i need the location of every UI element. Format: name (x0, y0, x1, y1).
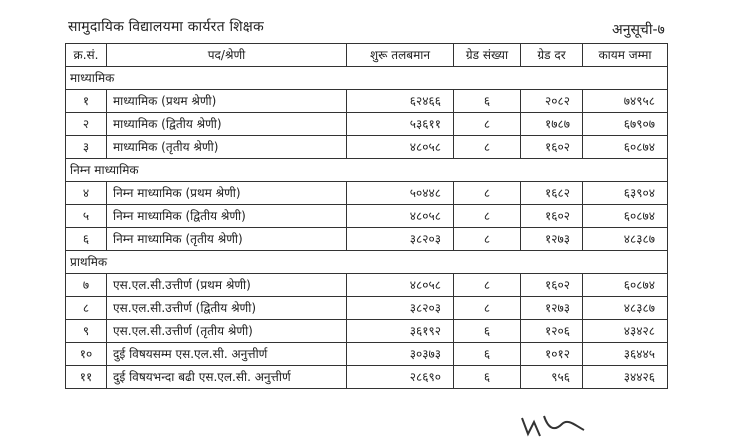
document-title: सामुदायिक विद्यालयमा कार्यरत शिक्षक (68, 19, 264, 35)
cell-grade-rate: २०८२ (521, 90, 583, 113)
table-header-row (66, 44, 668, 67)
cell-post: माध्यामिक (तृतीय श्रेणी) (107, 136, 347, 159)
cell-sn: ६ (66, 228, 107, 251)
cell-grade-count: ८ (454, 297, 521, 320)
table-row (66, 90, 668, 113)
table-row (66, 297, 668, 320)
table-row (66, 274, 668, 297)
cell-total: ६०८७४ (583, 274, 668, 297)
cell-grade-rate: १६८२ (521, 182, 583, 205)
cell-grade-count: ६ (454, 90, 521, 113)
col-header-post: पद/श्रेणी (107, 44, 347, 67)
table-row (66, 205, 668, 228)
cell-grade-count: ८ (454, 205, 521, 228)
col-header-sn: क्र.सं. (66, 44, 107, 67)
cell-post: एस.एल.सी.उत्तीर्ण (तृतीय श्रेणी) (107, 320, 347, 343)
cell-post: दुई विषयसम्म एस.एल.सी. अनुत्तीर्ण (107, 343, 347, 366)
cell-total: ४८३८७ (583, 297, 668, 320)
cell-grade-count: ८ (454, 136, 521, 159)
cell-sn: ९ (66, 320, 107, 343)
schedule-label: अनुसूची-७ (612, 22, 665, 38)
cell-total: ३४४२६ (583, 366, 668, 389)
cell-grade-rate: १०१२ (521, 343, 583, 366)
cell-total: ४३४२८ (583, 320, 668, 343)
cell-grade-rate: १२७३ (521, 228, 583, 251)
cell-total: ६३९०४ (583, 182, 668, 205)
cell-grade-count: ६ (454, 320, 521, 343)
cell-total: ६७९०७ (583, 113, 668, 136)
cell-sn: ४ (66, 182, 107, 205)
cell-start-salary: ६२४६६ (347, 90, 454, 113)
cell-grade-rate: १६०२ (521, 274, 583, 297)
cell-start-salary: ३६१९२ (347, 320, 454, 343)
cell-total: ६०८७४ (583, 136, 668, 159)
table-row (66, 366, 668, 389)
cell-grade-count: ८ (454, 274, 521, 297)
table-row (66, 182, 668, 205)
cell-sn: १० (66, 343, 107, 366)
office-stamp-fragment (361, 0, 433, 17)
section-label: निम्न माध्यामिक (66, 159, 668, 182)
cell-start-salary: ३८२०३ (347, 228, 454, 251)
cell-sn: ३ (66, 136, 107, 159)
cell-sn: २ (66, 113, 107, 136)
table-row (66, 113, 668, 136)
table-row (66, 320, 668, 343)
table-row (66, 136, 668, 159)
cell-sn: ११ (66, 366, 107, 389)
cell-grade-rate: १२०६ (521, 320, 583, 343)
cell-sn: ५ (66, 205, 107, 228)
cell-start-salary: ४८०५८ (347, 205, 454, 228)
cell-grade-count: ६ (454, 343, 521, 366)
cell-post: निम्न माध्यामिक (तृतीय श्रेणी) (107, 228, 347, 251)
col-header-total: कायम जम्मा (583, 44, 668, 67)
cell-sn: ७ (66, 274, 107, 297)
table-row (66, 343, 668, 366)
cell-post: एस.एल.सी.उत्तीर्ण (द्वितीय श्रेणी) (107, 297, 347, 320)
section-label: माध्यामिक (66, 67, 668, 90)
cell-post: माध्यामिक (प्रथम श्रेणी) (107, 90, 347, 113)
cell-grade-rate: १७८७ (521, 113, 583, 136)
salary-table (65, 43, 668, 389)
cell-start-salary: ४८०५८ (347, 136, 454, 159)
section-label: प्राथमिक (66, 251, 668, 274)
cell-post: एस.एल.सी.उत्तीर्ण (प्रथम श्रेणी) (107, 274, 347, 297)
cell-post: निम्न माध्यामिक (द्वितीय श्रेणी) (107, 205, 347, 228)
cell-grade-rate: १६०२ (521, 205, 583, 228)
cell-start-salary: ५०४४८ (347, 182, 454, 205)
cell-start-salary: ४८०५८ (347, 274, 454, 297)
cell-grade-rate: १६०२ (521, 136, 583, 159)
cell-post: माध्यामिक (द्वितीय श्रेणी) (107, 113, 347, 136)
cell-start-salary: ५३६११ (347, 113, 454, 136)
table-row (66, 228, 668, 251)
col-header-start-salary: शुरू तलबमान (347, 44, 454, 67)
cell-start-salary: २८६९० (347, 366, 454, 389)
cell-grade-rate: १२७३ (521, 297, 583, 320)
cell-total: ७४९५८ (583, 90, 668, 113)
cell-start-salary: ३०३७३ (347, 343, 454, 366)
cell-start-salary: ३८२०३ (347, 297, 454, 320)
cell-grade-count: ८ (454, 182, 521, 205)
cell-sn: १ (66, 90, 107, 113)
section-row (66, 67, 668, 90)
table-body (66, 67, 668, 389)
cell-sn: ८ (66, 297, 107, 320)
col-header-grade-count: ग्रेड संख्या (454, 44, 521, 67)
cell-post: दुई विषयभन्दा बढी एस.एल.सी. अनुत्तीर्ण (107, 366, 347, 389)
col-header-grade-rate: ग्रेड दर (521, 44, 583, 67)
cell-total: ४८३८७ (583, 228, 668, 251)
section-row (66, 251, 668, 274)
cell-grade-rate: ९५६ (521, 366, 583, 389)
cell-grade-count: ८ (454, 228, 521, 251)
cell-post: निम्न माध्यामिक (प्रथम श्रेणी) (107, 182, 347, 205)
cell-total: ६०८७४ (583, 205, 668, 228)
cell-total: ३६४४५ (583, 343, 668, 366)
cell-grade-count: ६ (454, 366, 521, 389)
cell-grade-count: ८ (454, 113, 521, 136)
signature-mark (518, 410, 588, 438)
section-row (66, 159, 668, 182)
